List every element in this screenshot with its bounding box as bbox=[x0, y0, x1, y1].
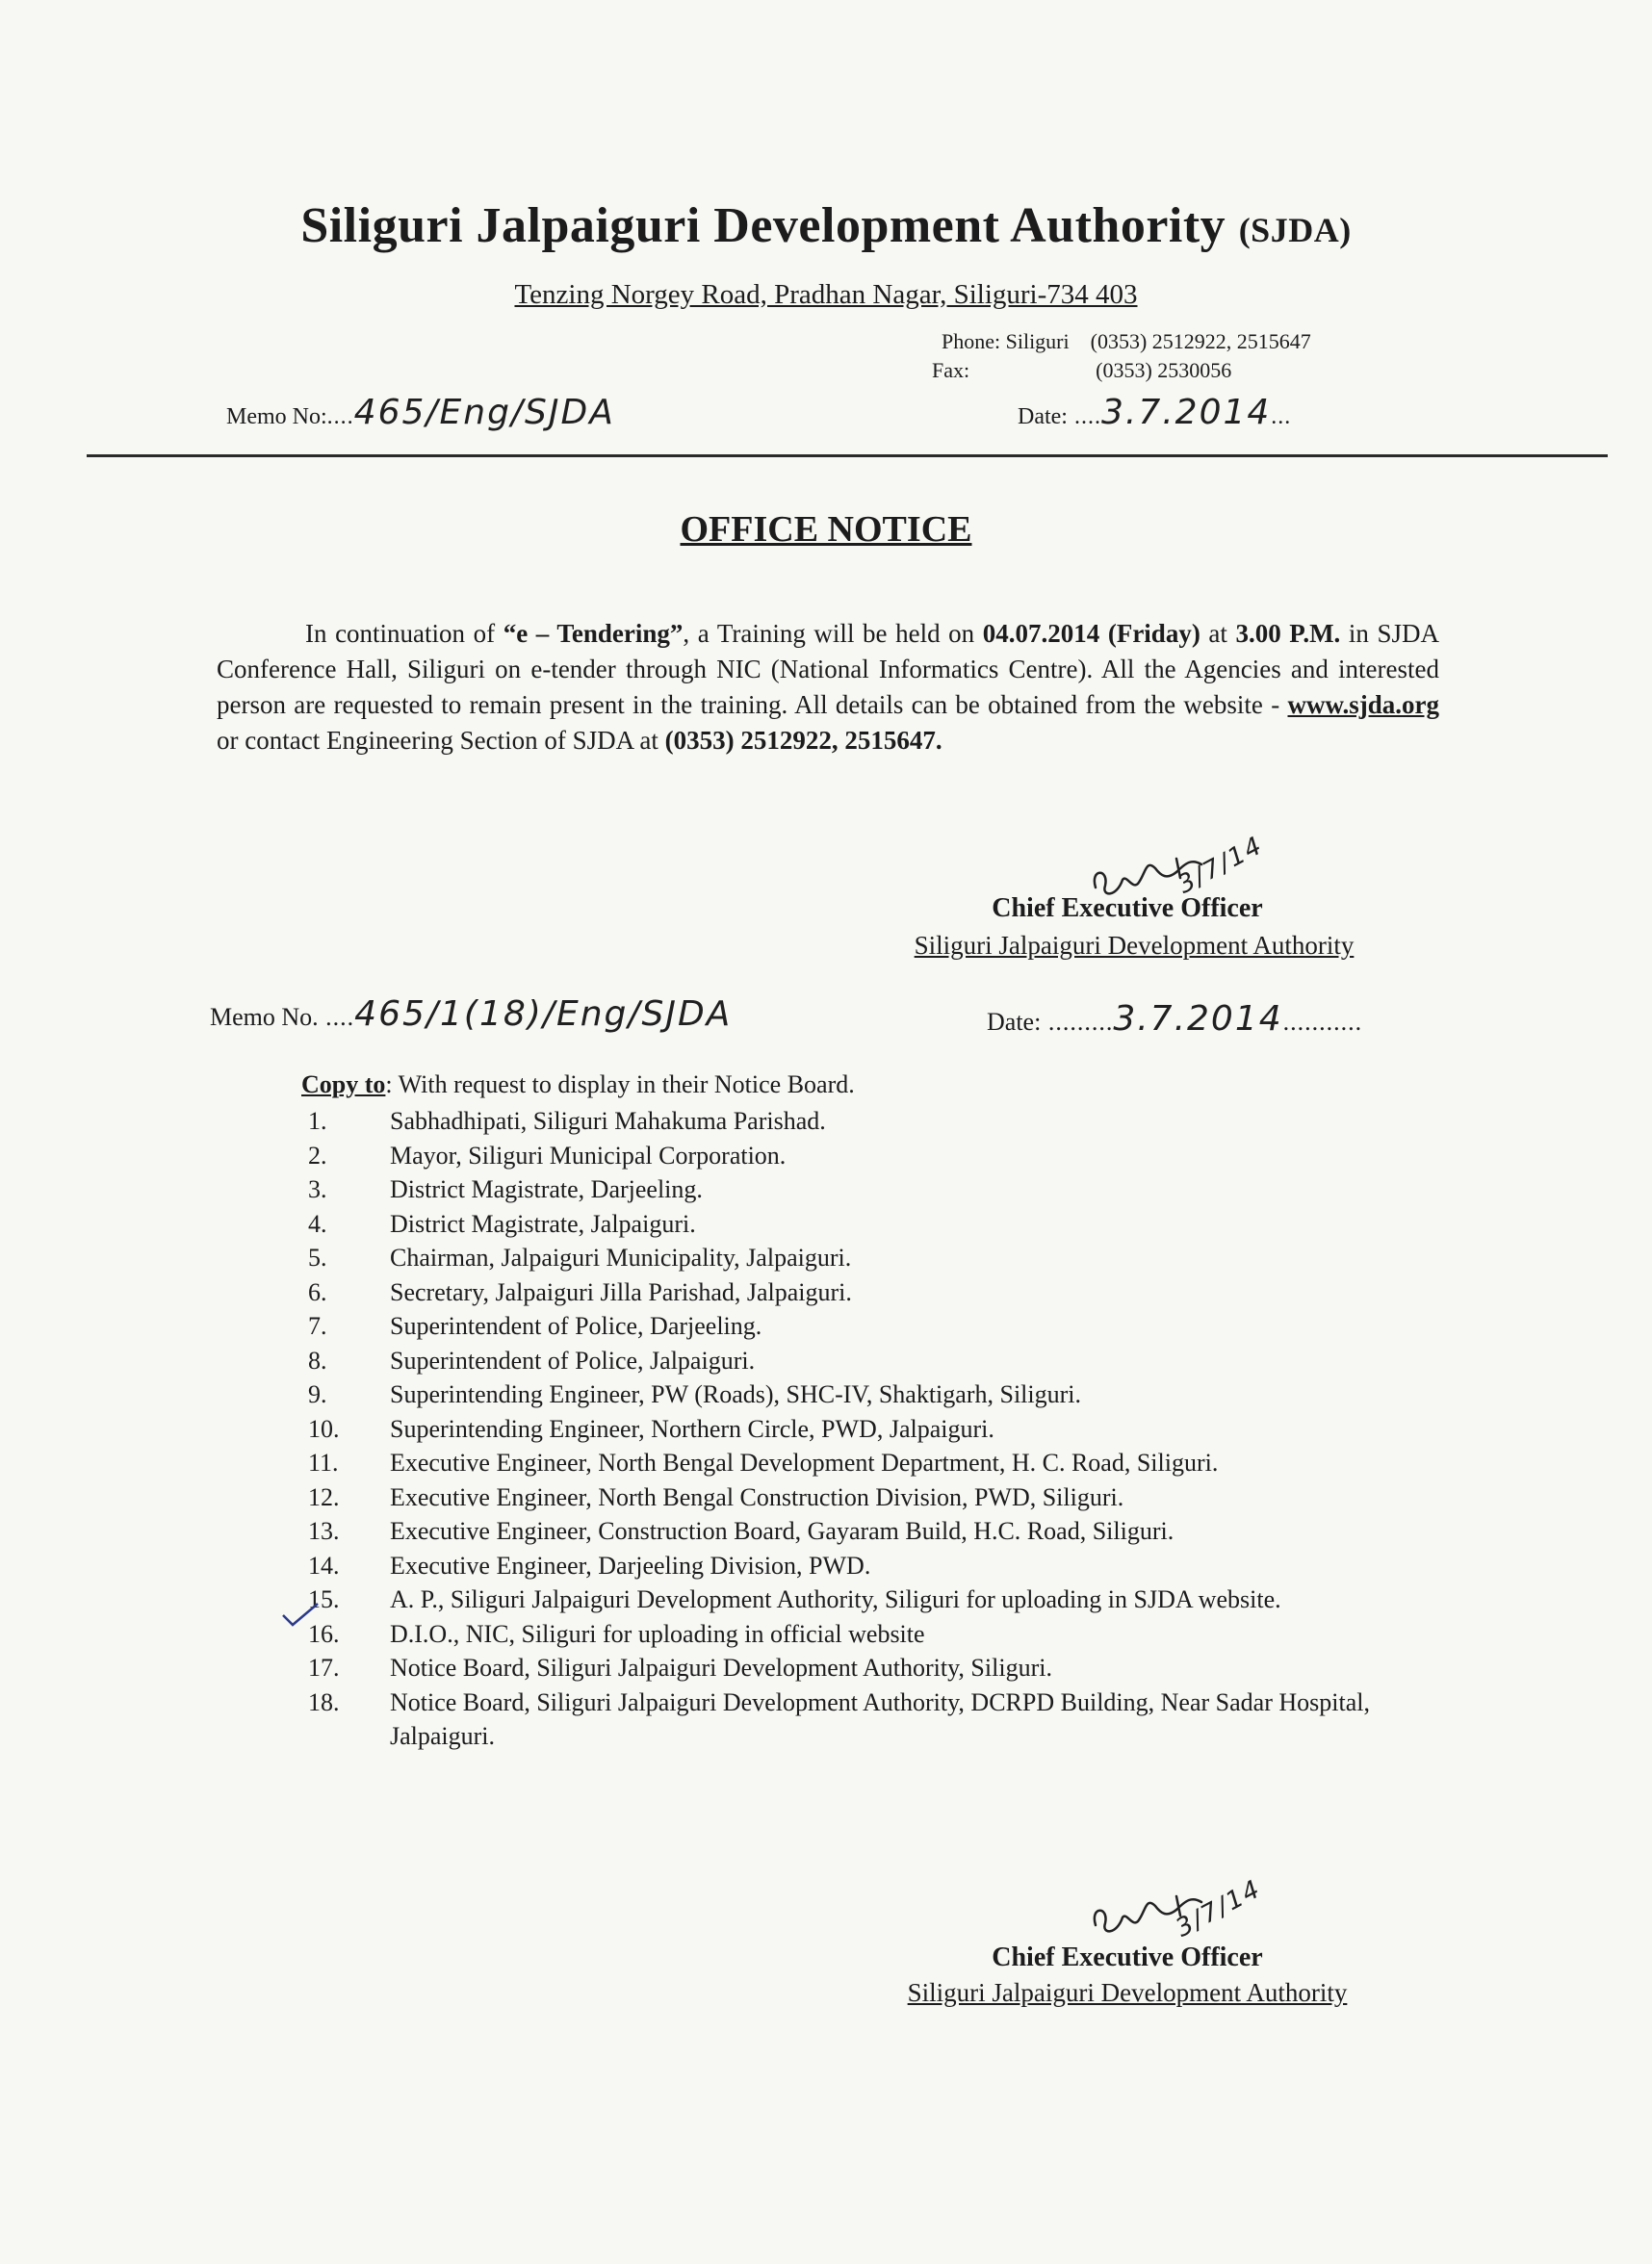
list-item-text: Sabhadhipati, Siliguri Mahakuma Parishad. bbox=[390, 1107, 826, 1135]
list-item bbox=[308, 1275, 1434, 1310]
list-item-number: 1. bbox=[308, 1107, 327, 1135]
list-item-text: Notice Board, Siliguri Jalpaiguri Development Authority, DCRPD Building, Near Sadar Hospital, Jalpaiguri. bbox=[390, 1687, 1370, 1750]
list-item-text: Executive Engineer, North Bengal Development Department, H. C. Road, Siliguri. bbox=[390, 1449, 1219, 1477]
signature-2-title: Chief Executive Officer bbox=[992, 1942, 1263, 1972]
header-divider bbox=[87, 454, 1608, 457]
list-item-text: Secretary, Jalpaiguri Jilla Parishad, Jalpaiguri. bbox=[390, 1277, 852, 1306]
list-item-number: 7. bbox=[308, 1312, 327, 1340]
notice-training-time: 3.00 P.M. bbox=[1235, 619, 1341, 648]
signature-2-org: Siliguri Jalpaiguri Development Authority bbox=[907, 1978, 1348, 2007]
list-item-number: 3. bbox=[308, 1175, 327, 1203]
phone-label: Phone: Siliguri bbox=[942, 329, 1070, 353]
notice-text: In continuation of bbox=[305, 619, 503, 648]
list-item-number: 8. bbox=[308, 1346, 327, 1375]
list-item-number: 5. bbox=[308, 1244, 327, 1272]
date-handwritten: 3.7.2014 bbox=[1100, 393, 1272, 432]
notice-phone: (0353) 2512922, 2515647. bbox=[664, 726, 942, 755]
list-item-number: 11. bbox=[308, 1449, 339, 1477]
list-item-number: 4. bbox=[308, 1209, 327, 1238]
list-item-number: 14. bbox=[308, 1551, 340, 1580]
list-item bbox=[308, 1309, 1434, 1344]
memo-number-bottom: Memo No. ....465/1(18)/Eng/SJDA bbox=[210, 994, 733, 1034]
list-item-number: 15. bbox=[308, 1585, 340, 1613]
list-item-text: District Magistrate, Jalpaiguri. bbox=[390, 1209, 696, 1238]
list-item bbox=[308, 1241, 1434, 1275]
organization-abbr: (SJDA) bbox=[1238, 211, 1352, 249]
list-item bbox=[308, 1377, 1434, 1412]
list-item bbox=[308, 1685, 1434, 1754]
list-item-text: District Magistrate, Darjeeling. bbox=[390, 1175, 703, 1203]
date-bottom: Date: .........3.7.2014........... bbox=[987, 999, 1363, 1039]
copy-to-text: : With request to display in their Notice Board. bbox=[385, 1070, 855, 1098]
list-item-text: Superintendent of Police, Jalpaiguri. bbox=[390, 1346, 756, 1375]
memo2-number-handwritten: 465/1(18)/Eng/SJDA bbox=[354, 994, 733, 1034]
list-item-number: 17. bbox=[308, 1654, 340, 1682]
list-item-text: Superintendent of Police, Darjeeling. bbox=[390, 1312, 762, 1340]
memo-number-top: Memo No:....465/Eng/SJDA bbox=[226, 393, 615, 432]
list-item-number: 16. bbox=[308, 1619, 340, 1648]
list-item bbox=[308, 1344, 1434, 1378]
list-item-number: 12. bbox=[308, 1482, 340, 1511]
list-item-text: Superintending Engineer, Northern Circle, PWD, Jalpaiguri. bbox=[390, 1414, 994, 1443]
list-item bbox=[308, 1617, 1434, 1652]
organization-name-text: Siliguri Jalpaiguri Development Authority bbox=[300, 198, 1226, 253]
date-top: Date: ....3.7.2014... bbox=[1018, 393, 1292, 432]
list-item bbox=[308, 1207, 1434, 1242]
copy-to-label: Copy to bbox=[301, 1070, 386, 1098]
notice-text: , a Training will be held on bbox=[683, 619, 983, 648]
notice-text: at bbox=[1200, 619, 1236, 648]
list-item bbox=[308, 1172, 1434, 1207]
notice-text: or contact Engineering Section of SJDA at bbox=[217, 726, 665, 755]
fax-label: Fax: bbox=[932, 358, 970, 382]
list-item bbox=[308, 1446, 1434, 1480]
signature-1-title: Chief Executive Officer bbox=[992, 893, 1263, 923]
organization-name bbox=[0, 197, 1652, 254]
memo2-date-handwritten: 3.7.2014 bbox=[1113, 999, 1283, 1039]
checkmark-icon bbox=[281, 1600, 320, 1629]
notice-training-date: 04.07.2014 (Friday) bbox=[982, 619, 1200, 648]
memo2-date-label: Date: bbox=[987, 1008, 1042, 1036]
list-item-number: 18. bbox=[308, 1687, 340, 1716]
list-item-number: 9. bbox=[308, 1380, 327, 1408]
signature-1-date-scrawl: 3/7/14 bbox=[1173, 831, 1269, 900]
list-item-text: Executive Engineer, Darjeeling Division, PWD. bbox=[390, 1551, 871, 1580]
list-item-text: D.I.O., NIC, Siliguri for uploading in official website bbox=[390, 1619, 925, 1648]
notice-title: OFFICE NOTICE bbox=[680, 509, 972, 550]
list-item bbox=[308, 1104, 1434, 1139]
organization-address: Tenzing Norgey Road, Pradhan Nagar, Siliguri-734 403 bbox=[514, 279, 1138, 310]
memo2-label: Memo No. bbox=[210, 1003, 319, 1031]
list-item-text: Executive Engineer, North Bengal Construction Division, PWD, Siliguri. bbox=[390, 1482, 1124, 1511]
list-item-text: Executive Engineer, Construction Board, Gayaram Build, H.C. Road, Siliguri. bbox=[390, 1517, 1174, 1545]
list-item bbox=[308, 1480, 1434, 1515]
notice-text: in SJDA Conference Hall, Siliguri on e-tender through NIC (National Informatics Centre). All the Agencies and interested person are requested to remain present in the training. All details can be obtained from the website - bbox=[217, 619, 1439, 719]
list-item bbox=[308, 1651, 1434, 1685]
list-item-number: 10. bbox=[308, 1414, 340, 1443]
list-item-number: 13. bbox=[308, 1517, 340, 1545]
notice-tendering: “e – Tendering” bbox=[503, 619, 684, 648]
list-item-text: Mayor, Siliguri Municipal Corporation. bbox=[390, 1141, 787, 1170]
memo-label: Memo No: bbox=[226, 404, 327, 429]
memo-number-handwritten: 465/Eng/SJDA bbox=[353, 393, 615, 432]
fax-value: (0353) 2530056 bbox=[1096, 358, 1232, 382]
signature-1-org: Siliguri Jalpaiguri Development Authority bbox=[914, 931, 1355, 960]
list-item-text: Superintending Engineer, PW (Roads), SHC-IV, Shaktigarh, Siliguri. bbox=[390, 1380, 1081, 1408]
phone-value: (0353) 2512922, 2515647 bbox=[1090, 329, 1311, 353]
copy-to-heading bbox=[301, 1070, 855, 1099]
list-item-number: 2. bbox=[308, 1141, 327, 1170]
list-item-text: Notice Board, Siliguri Jalpaiguri Development Authority, Siliguri. bbox=[390, 1654, 1052, 1682]
list-item bbox=[308, 1412, 1434, 1447]
list-item-text: A. P., Siliguri Jalpaiguri Development Authority, Siliguri for uploading in SJDA website. bbox=[390, 1585, 1281, 1613]
list-item bbox=[308, 1514, 1434, 1549]
date-label: Date: bbox=[1018, 404, 1068, 429]
website-link[interactable]: www.sjda.org bbox=[1287, 690, 1439, 719]
fax-line bbox=[932, 356, 1231, 385]
list-item bbox=[308, 1139, 1434, 1173]
list-item-text: Chairman, Jalpaiguri Municipality, Jalpaiguri. bbox=[390, 1244, 852, 1272]
phone-line bbox=[942, 327, 1311, 356]
list-item bbox=[308, 1549, 1434, 1583]
notice-body bbox=[217, 616, 1439, 759]
list-item-number: 6. bbox=[308, 1277, 327, 1306]
signature-2-date-scrawl: 3/7/14 bbox=[1171, 1874, 1267, 1943]
copy-to-list bbox=[308, 1104, 1434, 1754]
list-item bbox=[308, 1582, 1434, 1617]
